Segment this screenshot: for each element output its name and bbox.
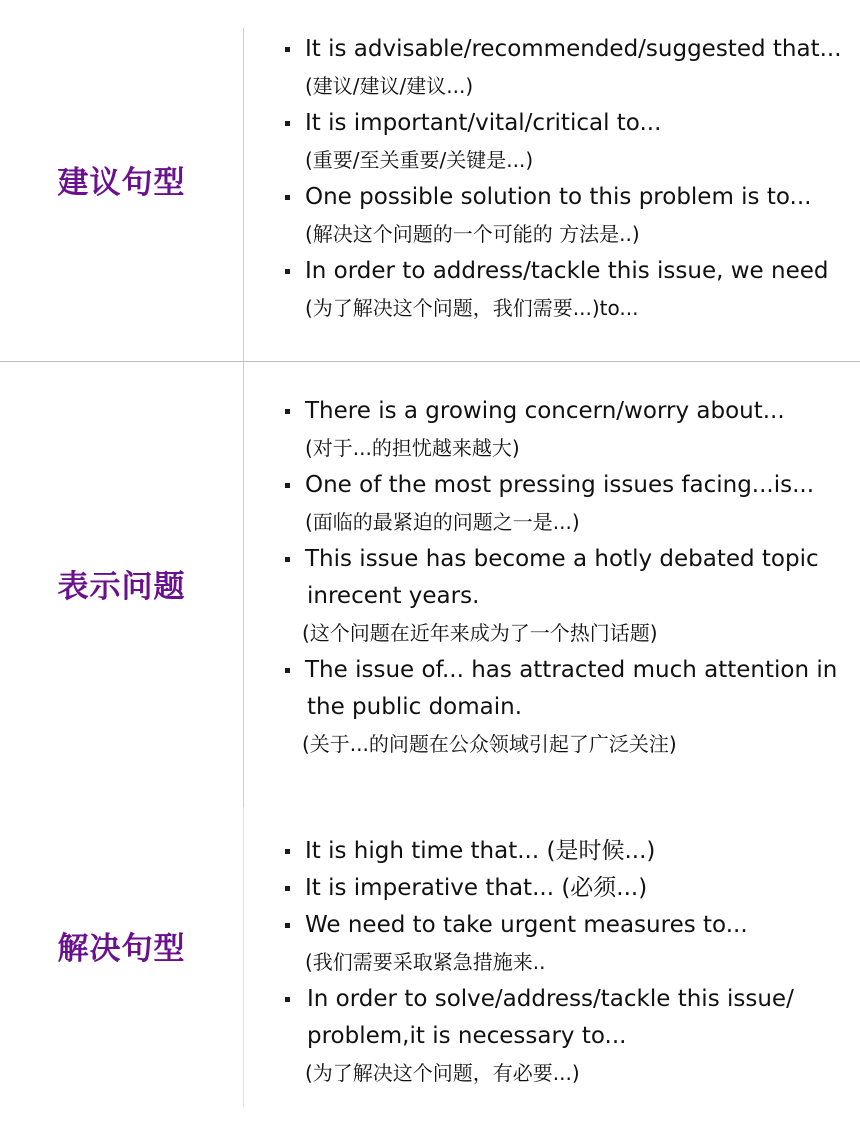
bullet-icon (285, 923, 290, 928)
bullet-icon (285, 557, 290, 562)
bullet-icon (285, 997, 290, 1002)
phrase-text: There is a growing concern/worry about... (305, 398, 785, 424)
phrase-text: One of the most pressing issues facing...is... (305, 472, 815, 498)
list-item (283, 907, 794, 981)
list-item (283, 393, 837, 467)
phrase-text: It is high time that... (是时候...) (305, 838, 656, 864)
phrase-text: In order to address/tackle this issue, we need (305, 258, 829, 284)
phrase-list-solutions (283, 833, 794, 1092)
phrase-translation: (解决这个问题的一个可能的 方法是..) (305, 222, 640, 246)
phrase-text: One possible solution to this problem is to... (305, 184, 812, 210)
list-item (283, 652, 837, 763)
phrase-translation: (重要/至关重要/关键是...) (305, 148, 534, 172)
phrase-list-problems (283, 393, 837, 763)
phrase-text: The issue of... has attracted much attention in (305, 657, 838, 683)
list-item (283, 467, 837, 541)
phrase-translation: (对于...的担忧越来越大) (305, 436, 520, 460)
bullet-icon (285, 483, 290, 488)
bullet-icon (285, 668, 290, 673)
bullet-icon (285, 849, 290, 854)
list-item (283, 105, 842, 179)
phrase-text: We need to take urgent measures to... (305, 912, 748, 938)
section-heading-problems: 表示问题 (57, 569, 186, 605)
phrase-list-suggestions (283, 31, 842, 327)
phrase-translation: (面临的最紧迫的问题之一是...) (305, 510, 580, 534)
list-item (283, 179, 842, 253)
list-item (283, 541, 837, 652)
list-item (283, 253, 842, 327)
section-heading-suggestions: 建议句型 (57, 165, 186, 201)
bullet-icon (285, 886, 290, 891)
bullet-icon (285, 121, 290, 126)
phrase-text-continued: problem,it is necessary to... (307, 1023, 627, 1049)
bullet-icon (285, 409, 290, 414)
phrase-translation: (这个问题在近年来成为了一个热门话题) (302, 621, 658, 645)
list-item (283, 833, 794, 870)
column-divider (243, 362, 244, 807)
phrase-text: It is imperative that... (必须...) (305, 875, 648, 901)
section-divider (0, 361, 860, 362)
phrase-translation: (建议/建议/建议...) (305, 74, 474, 98)
column-divider (243, 807, 244, 1107)
bullet-icon (285, 269, 290, 274)
bullet-icon (285, 195, 290, 200)
list-item (283, 31, 842, 105)
list-item (283, 870, 794, 907)
phrase-translation: (为了解决这个问题，有必要...) (305, 1061, 580, 1085)
phrase-translation: (我们需要采取紧急措施来.. (305, 950, 546, 974)
phrase-translation: (为了解决这个问题，我们需要...)to... (305, 296, 639, 320)
phrase-text: In order to solve/address/tackle this issue/ (307, 986, 794, 1012)
phrase-translation: (关于...的问题在公众领域引起了广泛关注) (302, 732, 677, 756)
list-item (283, 981, 794, 1092)
phrase-text-continued: inrecent years. (307, 583, 480, 609)
section-heading-solutions: 解决句型 (57, 931, 186, 967)
phrase-text: This issue has become a hotly debated topic (305, 546, 819, 572)
phrase-text-continued: the public domain. (307, 694, 523, 720)
phrase-text: It is important/vital/critical to... (305, 110, 662, 136)
column-divider (243, 28, 244, 362)
phrase-text: It is advisable/recommended/suggested that... (305, 36, 842, 62)
bullet-icon (285, 47, 290, 52)
